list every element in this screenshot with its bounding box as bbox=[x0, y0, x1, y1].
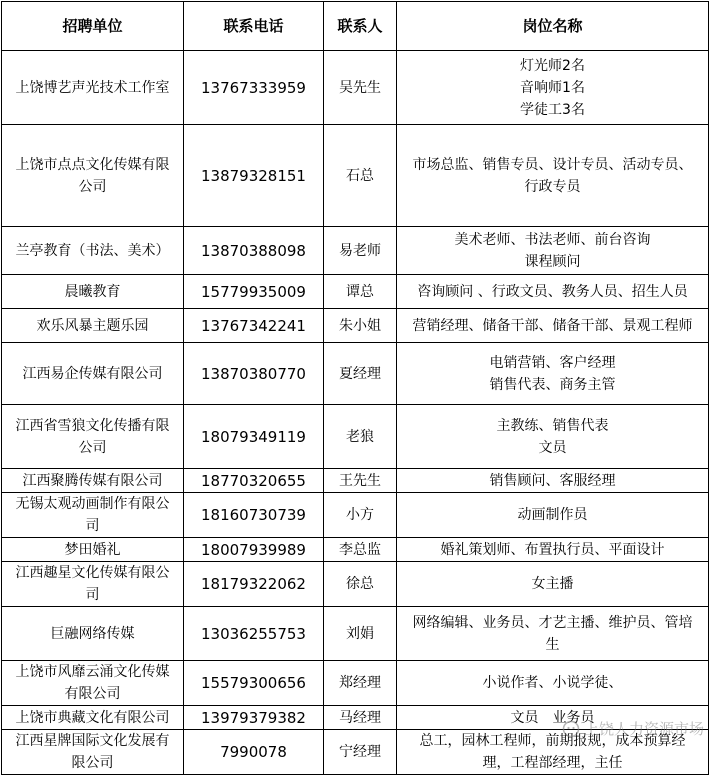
cell-phone: 18007939989 bbox=[184, 538, 324, 562]
cell-unit bbox=[2, 125, 184, 227]
header-phone: 联系电话 bbox=[184, 2, 324, 51]
table-row bbox=[2, 309, 709, 343]
cell-contact: 吴先生 bbox=[324, 51, 397, 125]
cell-phone: 18179322062 bbox=[184, 562, 324, 607]
header-unit: 招聘单位 bbox=[2, 2, 184, 51]
cell-unit-line: 司 bbox=[85, 587, 100, 603]
cell-unit-line: 江西星牌国际文化发展有 bbox=[15, 733, 170, 749]
cell-phone: 18160730739 bbox=[184, 493, 324, 538]
cell-phone: 13870388098 bbox=[184, 227, 324, 275]
cell-positions bbox=[397, 607, 709, 661]
watermark-text: 上饶人力资源市场 bbox=[583, 720, 704, 738]
cell-contact: 王先生 bbox=[324, 469, 397, 493]
cell-positions-line: 网络编辑、业务员、才艺主播、维护员、管培 bbox=[412, 614, 693, 631]
cell-unit bbox=[2, 562, 184, 607]
cell-positions-line: 行政专员 bbox=[524, 178, 581, 195]
cell-phone: 13036255753 bbox=[184, 607, 324, 661]
cell-phone: 7990078 bbox=[184, 730, 324, 775]
cell-unit bbox=[2, 275, 184, 309]
cell-positions-line: 市场总监、销售专员、设计专员、活动专员、 bbox=[412, 156, 693, 173]
cell-contact: 小方 bbox=[324, 493, 397, 538]
cell-positions-line: 总工，园林工程师，前期报规，成本预算经 bbox=[419, 733, 686, 749]
cell-unit-line: 上饶市点点文化传媒有限 bbox=[15, 156, 170, 173]
header-contact: 联系人 bbox=[324, 2, 397, 51]
cell-unit-line: 无锡太观动画制作有限公 bbox=[15, 496, 170, 512]
header-row bbox=[2, 2, 709, 51]
cell-unit-line: 上饶市风靡云涌文化传媒 bbox=[15, 664, 170, 680]
cell-contact: 老狼 bbox=[324, 405, 397, 469]
cell-contact: 石总 bbox=[324, 125, 397, 227]
cell-unit-line: 欢乐风暴主题乐园 bbox=[36, 317, 149, 334]
cell-positions bbox=[397, 227, 709, 275]
table-row bbox=[2, 706, 709, 730]
cell-positions bbox=[397, 493, 709, 538]
cell-phone: 13870380770 bbox=[184, 343, 324, 405]
cell-unit bbox=[2, 343, 184, 405]
cell-positions-line: 动画制作员 bbox=[517, 507, 588, 523]
table-row bbox=[2, 227, 709, 275]
cell-positions-line: 销售代表、商务主管 bbox=[489, 376, 616, 393]
cell-contact: 郑经理 bbox=[324, 661, 397, 706]
cell-unit bbox=[2, 730, 184, 775]
cell-positions bbox=[397, 51, 709, 125]
cell-positions-line: 课程顾问 bbox=[524, 253, 581, 270]
table-row bbox=[2, 661, 709, 706]
cell-contact: 刘娟 bbox=[324, 607, 397, 661]
cell-unit-line: 江西省雪狼文化传播有限 bbox=[15, 417, 170, 434]
cell-contact: 马经理 bbox=[324, 706, 397, 730]
cell-positions bbox=[397, 125, 709, 227]
cell-phone: 18079349119 bbox=[184, 405, 324, 469]
cell-unit-line: 江西易企传媒有限公司 bbox=[22, 365, 163, 382]
cell-phone: 15779935009 bbox=[184, 275, 324, 309]
cell-positions bbox=[397, 309, 709, 343]
cell-unit-line: 江西聚腾传媒有限公司 bbox=[22, 472, 163, 489]
cell-positions-line: 电销营销、客户经理 bbox=[489, 354, 616, 371]
cell-positions-line: 文员 bbox=[538, 439, 567, 456]
cell-unit-line: 江西趣星文化传媒有限公 bbox=[15, 565, 170, 581]
cell-unit-line: 有限公司 bbox=[64, 686, 121, 702]
cell-phone: 13879328151 bbox=[184, 125, 324, 227]
table-row bbox=[2, 607, 709, 661]
cell-positions-line: 学徒工3名 bbox=[520, 101, 585, 118]
cell-positions bbox=[397, 661, 709, 706]
cell-positions-line: 生 bbox=[545, 636, 560, 653]
table-row bbox=[2, 469, 709, 493]
header-positions: 岗位名称 bbox=[397, 2, 709, 51]
cell-contact: 朱小姐 bbox=[324, 309, 397, 343]
cell-positions-line: 理，工程部经理，主任 bbox=[482, 755, 623, 771]
cell-unit bbox=[2, 607, 184, 661]
table-row bbox=[2, 562, 709, 607]
table-row bbox=[2, 730, 709, 775]
table-row bbox=[2, 343, 709, 405]
cell-positions bbox=[397, 730, 709, 775]
cell-unit bbox=[2, 538, 184, 562]
cell-unit bbox=[2, 227, 184, 275]
cell-unit-line: 上饶市典藏文化有限公司 bbox=[15, 709, 170, 726]
cell-positions bbox=[397, 343, 709, 405]
cell-positions-line: 主教练、销售代表 bbox=[496, 417, 609, 434]
cell-contact: 宁经理 bbox=[324, 730, 397, 775]
table-row bbox=[2, 405, 709, 469]
cell-unit-line: 巨融网络传媒 bbox=[50, 625, 135, 642]
cell-positions-line: 咨询顾问 、行政文员、教务人员、招生人员 bbox=[417, 283, 688, 300]
cell-positions-line: 音响师1名 bbox=[520, 79, 585, 96]
cell-positions bbox=[397, 562, 709, 607]
cell-unit-line: 晨曦教育 bbox=[64, 283, 121, 300]
cell-unit bbox=[2, 661, 184, 706]
cell-positions-line: 婚礼策划师、布置执行员、平面设计 bbox=[440, 541, 665, 558]
cell-positions bbox=[397, 706, 709, 730]
cell-unit-line: 兰亭教育（书法、美术） bbox=[15, 242, 170, 259]
cell-contact: 徐总 bbox=[324, 562, 397, 607]
cell-unit bbox=[2, 493, 184, 538]
cell-contact: 谭总 bbox=[324, 275, 397, 309]
cell-unit-line: 上饶博艺声光技术工作室 bbox=[15, 79, 170, 96]
cell-positions bbox=[397, 469, 709, 493]
table-row bbox=[2, 51, 709, 125]
cell-contact: 李总监 bbox=[324, 538, 397, 562]
cell-unit-line: 公司 bbox=[78, 178, 107, 195]
cell-positions bbox=[397, 538, 709, 562]
cell-unit-line: 公司 bbox=[78, 439, 107, 456]
cell-phone: 18770320655 bbox=[184, 469, 324, 493]
cell-phone: 13979379382 bbox=[184, 706, 324, 730]
table-row bbox=[2, 125, 709, 227]
cell-unit bbox=[2, 706, 184, 730]
cell-positions-line: 营销经理、储备干部、储备干部、景观工程师 bbox=[412, 317, 693, 334]
cell-phone: 15579300656 bbox=[184, 661, 324, 706]
cell-contact: 易老师 bbox=[324, 227, 397, 275]
recruitment-table bbox=[1, 1, 709, 775]
cell-unit-line: 限公司 bbox=[71, 755, 114, 771]
cell-unit bbox=[2, 469, 184, 493]
table-row bbox=[2, 538, 709, 562]
table-row bbox=[2, 493, 709, 538]
cell-positions-line: 小说作者、小说学徒、 bbox=[482, 675, 623, 691]
cell-positions-line: 美术老师、书法老师、前台咨询 bbox=[454, 231, 651, 248]
cell-positions-line: 文员 业务员 bbox=[510, 709, 595, 726]
cell-unit-line: 梦田婚礼 bbox=[64, 541, 121, 558]
cell-unit bbox=[2, 51, 184, 125]
cell-positions-line: 销售顾问、客服经理 bbox=[489, 472, 616, 489]
table-row bbox=[2, 275, 709, 309]
cell-unit bbox=[2, 309, 184, 343]
cell-positions-line: 灯光师2名 bbox=[520, 57, 585, 74]
cell-unit-line: 司 bbox=[85, 518, 100, 534]
cell-positions bbox=[397, 275, 709, 309]
cell-positions-line: 女主播 bbox=[531, 576, 574, 592]
cell-contact: 夏经理 bbox=[324, 343, 397, 405]
cell-phone: 13767342241 bbox=[184, 309, 324, 343]
cell-unit bbox=[2, 405, 184, 469]
cell-positions bbox=[397, 405, 709, 469]
cell-phone: 13767333959 bbox=[184, 51, 324, 125]
